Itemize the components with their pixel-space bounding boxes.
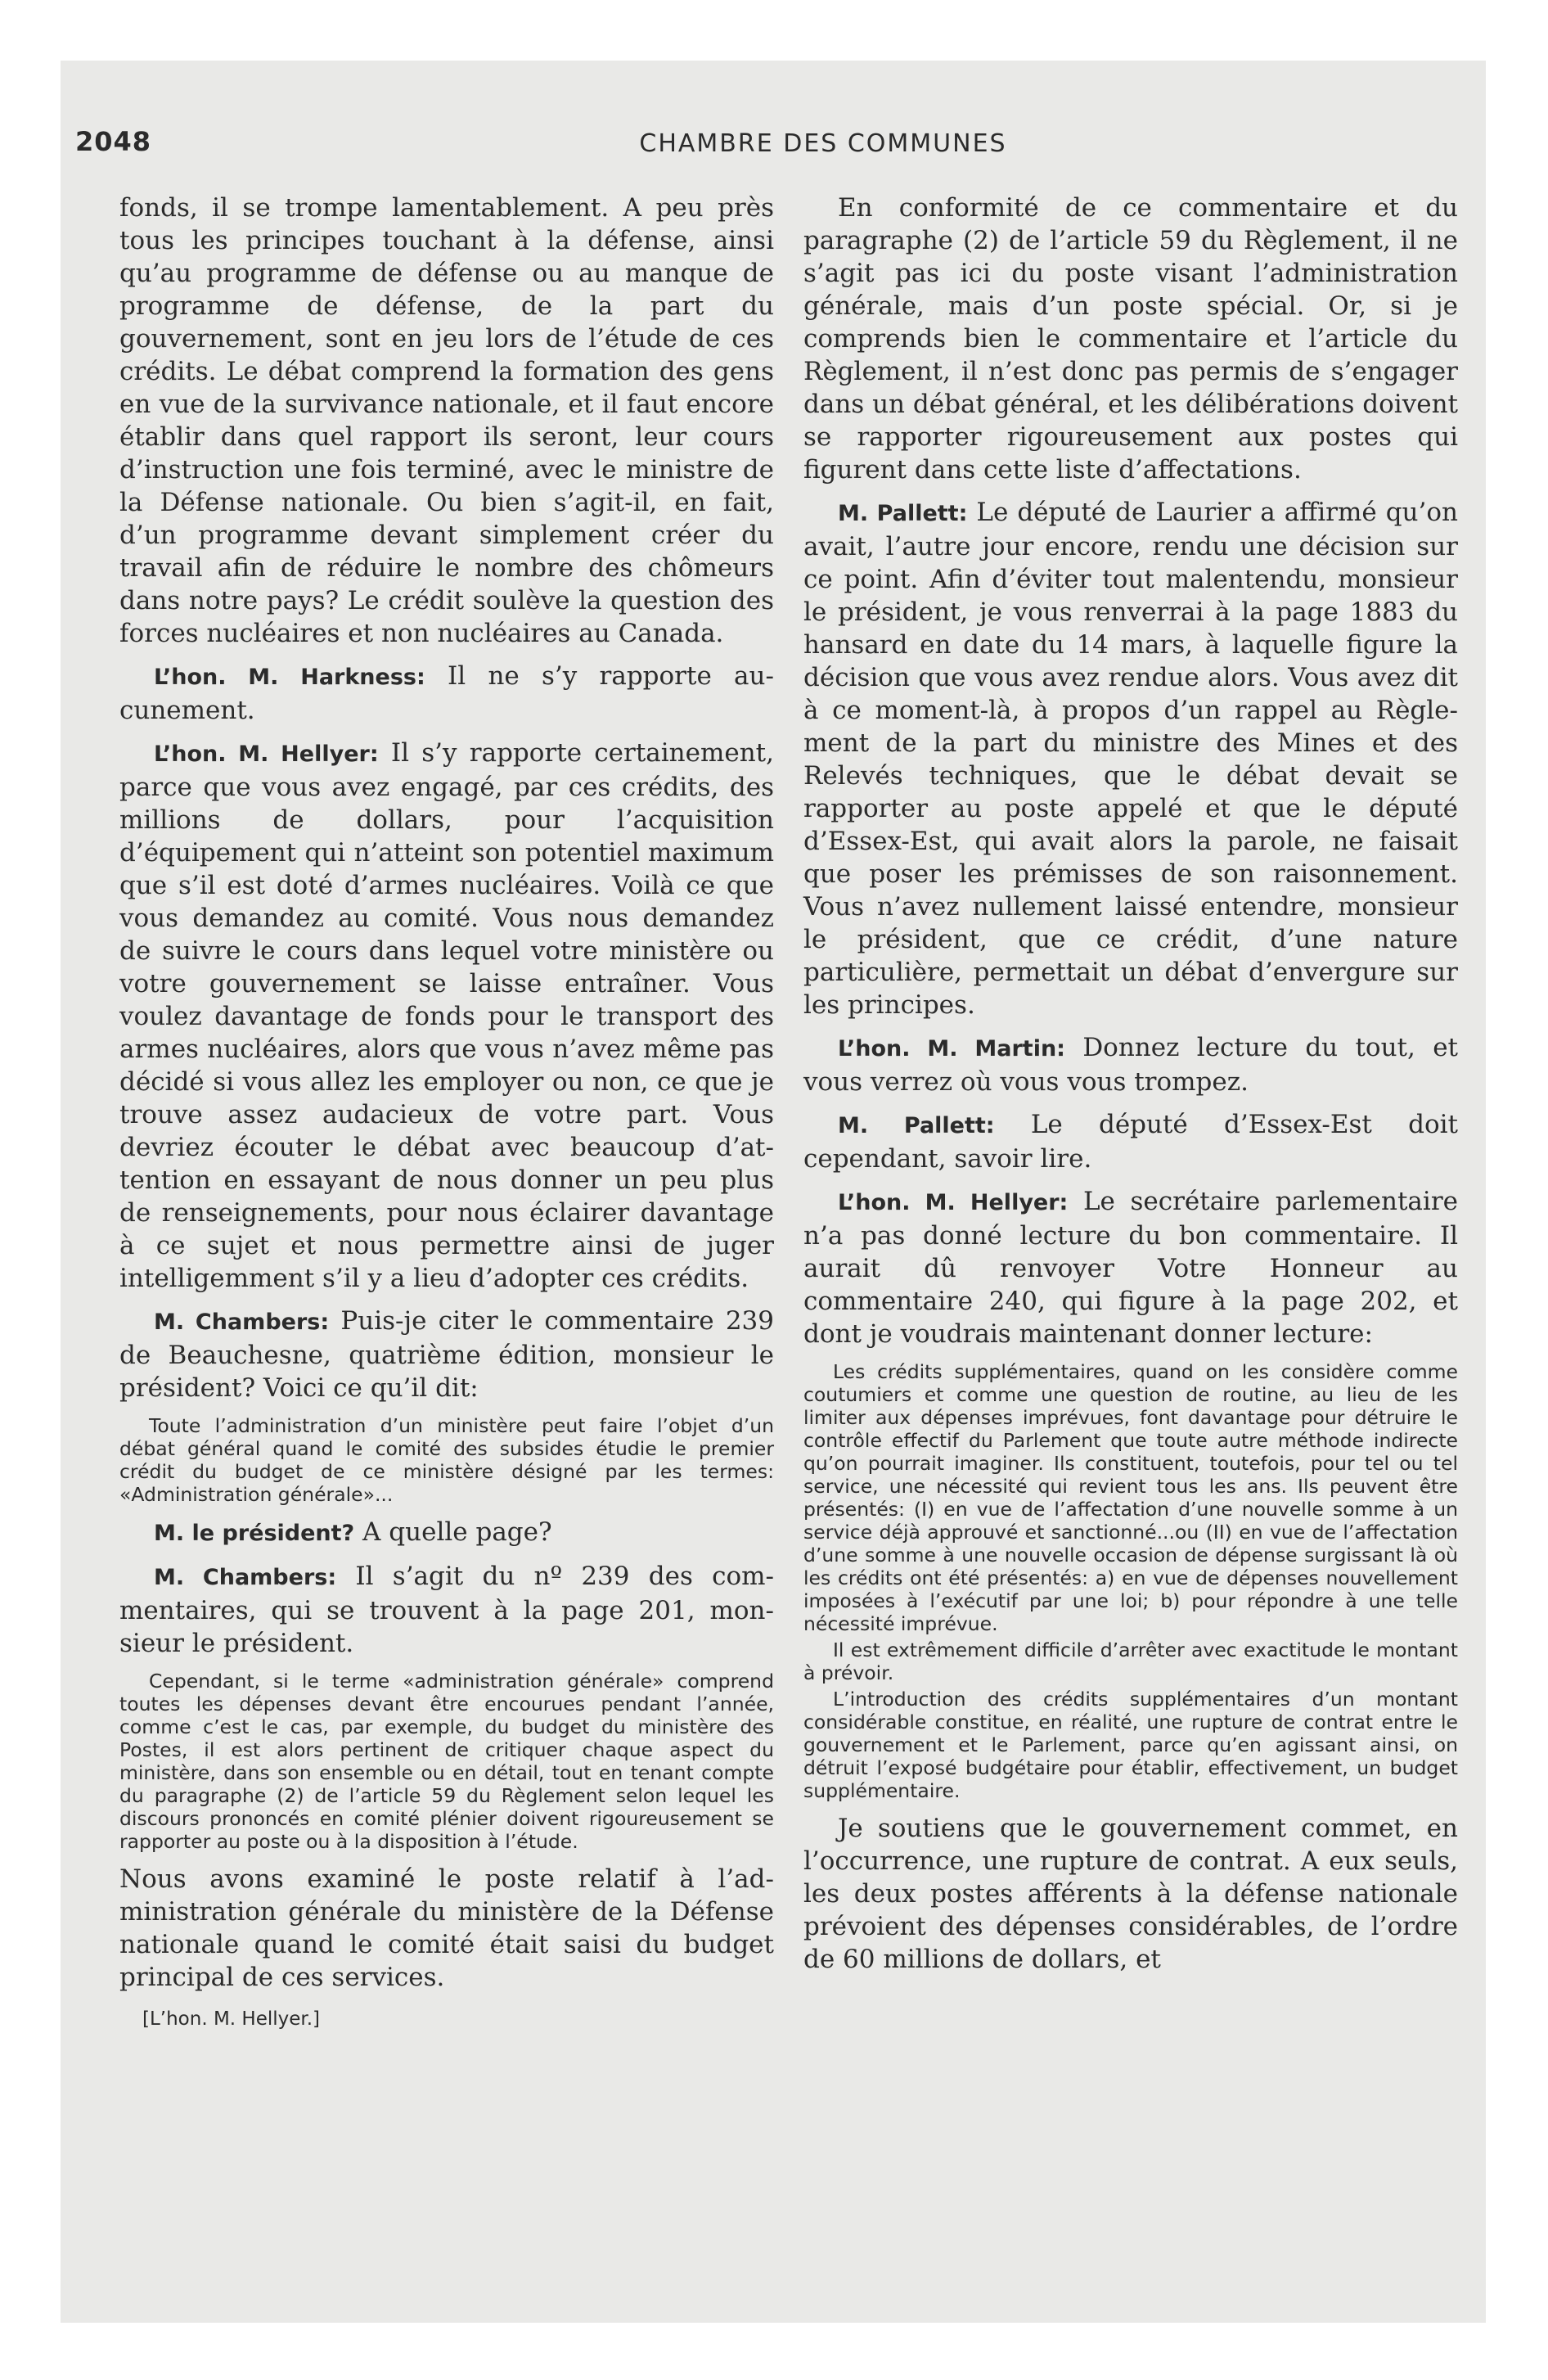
speaker-name: L’hon. M. Hellyer: (838, 1190, 1069, 1215)
speech-hellyer-2 (803, 1185, 1458, 1350)
speaker-footer-tag: [L’hon. M. Hellyer.] (142, 2008, 321, 2030)
right-column (803, 192, 1458, 1986)
speech-chairman (119, 1516, 774, 1550)
block-quote: Il est extrêmement difficile d’arrêter avec exactitude le montant à prévoir. (803, 1639, 1458, 1684)
paragraph: Nous avons examiné le poste relatif à l’administration générale du ministère de la Défense nationale quand le comité était saisi du budget principal de ces services. (119, 1864, 774, 1992)
speaker-name: L’hon. M. Hellyer: (154, 741, 379, 767)
speaker-name: M. le président? (154, 1521, 355, 1546)
speaker-name: M. Pallett: (838, 1113, 995, 1138)
block-quote: Cependant, si le terme «administration générale» comprend toutes les dépenses devant être encourues pendant l’année, comme c’est le cas, par exemple, du budget du ministère des Postes, il est alors pertinent de critiquer chaque aspect du ministère, dans son ensemble ou en détail, tout en tenant compte du paragraphe (2) de l’article 59 du Règlement selon lequel les discours prononcés en comité plénier doivent rigoureusement se rapporter au poste ou à la disposition à l’étude. (119, 1670, 774, 1853)
speech-text: Le secrétaire parlementaire n’a pas donné lecture du bon commentaire. Il aurait dû renvoyer Votre Honneur au commentaire 240, qui figure à la page 202, et dont je voudrais maintenant donner lecture: (803, 1187, 1458, 1349)
speech-text: Le député d’Essex-Est doit cependant, savoir lire. (803, 1110, 1458, 1174)
paragraph: Je soutiens que le gouvernement commet, en l’occurrence, une rupture de contrat. A eux seuls, les deux postes afférents à la défense nationale prévoient des dépenses considérables, de l’ordre de 60 millions de dollars, et (803, 1814, 1458, 1974)
speech-text: Puis-je citer le commentaire 239 de Beauchesne, quatrième édition, monsieur le président? Voici ce qu’il dit: (119, 1306, 774, 1403)
speech-martin (803, 1031, 1458, 1098)
speech-pallett (803, 496, 1458, 1021)
paragraph: fonds, il se trompe lamentablement. A peu près tous les principes touchant à la défense, ainsi qu’au programme de défense ou au manque de programme de défense, de la part du gouvernement, sont en jeu lors de l’étude de ces crédits. Le débat comprend la formation des gens en vue de la survivance nationale, et il faut encore établir dans quel rapport ils seront, leur cours d’instruction une fois terminé, avec le ministre de la Défense nationale. Ou bien s’agit-il, en fait, d’un programme devant simplement créer du travail afin de réduire le nombre des chômeurs dans notre pays? Le crédit soulève la question des forces nucléaires et non nucléaires au Canada. (119, 193, 774, 648)
speaker-name: M. Pallett: (838, 501, 968, 526)
block-quote: L’introduction des crédits supplémentaires d’un montant considérable constitue, en réalité, une rupture de contrat entre le gouvernement et le Parlement, parce qu’en agissant ainsi, on détruit l’exposé budgétaire pour établir, effectivement, un budget supplémentaire. (803, 1688, 1458, 1802)
block-quote: Les crédits supplémentaires, quand on les considère comme coutumiers et comme une question de routine, au lieu de les limiter aux dépenses imprévues, font davantage pour détruire le contrôle effectif du Parlement que toute autre méthode indirecte qu’on pourrait imaginer. Ils constituent, toutefois, pour tel ou tel service, une nécessité qui revient tous les ans. Ils peuvent être présentés: (I) en vue de l’affectation d’une nouvelle somme à un service déjà approuvé et sanctionné...ou (II) en vue de l’affectation d’une somme à une nouvelle occasion de dépense surgissant là où les crédits ont été présentés: a) en vue de dépenses nouvellement imposées à l’exécutif par une loi; b) pour répondre à une telle nécessité imprévue. (803, 1360, 1458, 1635)
page-number: 2048 (75, 126, 152, 157)
speech-text: Il s’y rapporte certainement, parce que vous avez engagé, par ces crédits, des millions de dollars, pour l’acquisition d’équipement qui n’atteint son potentiel maximum que s’il est doté d’armes nucléaires. Voilà ce que vous demandez au comité. Vous nous demandez de suivre le cours dans lequel votre ministère ou votre gouvernement se laisse entraîner. Vous voulez davantage de fonds pour le transport des armes nucléaires, alors que vous n’avez même pas décidé si vous allez les employer ou non, ce que je trouve assez audacieux de votre part. Vous devriez écouter le débat avec beaucoup d’attention en essayant de nous donner un peu plus de renseignements, pour nous éclairer davantage à ce sujet et nous permettre ainsi de juger intelligemment s’il y a lieu d’adopter ces crédits. (119, 738, 774, 1293)
page-header (75, 126, 1473, 167)
speech-text: Le député de Laurier a affirmé qu’on avait, l’autre jour encore, rendu une décision sur ce point. Afin d’éviter tout malentendu, monsieur le président, je vous renverrai à la page 1883 du hansard en date du 14 mars, à laquelle figure la décision que vous avez rendue alors. Vous avez dit à ce moment-là, à propos d’un rappel au Règlement de la part du ministre des Mines et des Relevés techniques, que le débat devait se rapporter au poste appelé et que le député d’Essex-Est, qui avait alors la parole, ne faisait que poser les prémisses de son raisonnement. Vous n’avez nullement laissé entendre, monsieur le président, que ce crédit, d’une nature particulière, permettait un débat d’envergure sur les principes. (803, 498, 1458, 1020)
speech-chambers-2 (119, 1560, 774, 1660)
paragraph: En conformité de ce commentaire et du paragraphe (2) de l’article 59 du Règlement, il ne s’agit pas ici du poste visant l’administration générale, mais d’un poste spécial. Or, si je comprends bien le commentaire et l’article du Règlement, il n’est donc pas permis de s’engager dans un débat général, et les délibérations doivent se rapporter rigoureusement aux postes qui figurent dans cette liste d’affectations. (803, 193, 1458, 485)
running-title: CHAMBRE DES COMMUNES (639, 129, 1007, 158)
speech-chambers (119, 1305, 774, 1404)
left-column (119, 192, 774, 2030)
speaker-name: L’hon. M. Martin: (838, 1036, 1065, 1062)
speech-pallett-2 (803, 1108, 1458, 1175)
speech-hellyer (119, 737, 774, 1295)
block-quote: Toute l’administration d’un ministère peut faire l’objet d’un débat général quand le comité des subsides étudie le premier crédit du budget de ce ministère désigné par les termes: «Administration générale»... (119, 1414, 774, 1506)
speech-text: Donnez lecture du tout, et vous verrez où vous vous trompez. (803, 1033, 1459, 1097)
speaker-name: L’hon. M. Harkness: (154, 665, 425, 690)
speaker-name: M. Chambers: (154, 1565, 337, 1590)
speaker-name: M. Chambers: (154, 1309, 330, 1335)
speech-text: Il ne s’y rapporte aucunement. (119, 661, 774, 725)
speech-text: Il s’agit du nº 239 des commentaires, qui se trouvent à la page 201, monsieur le président. (119, 1562, 774, 1658)
speech-text: A quelle page? (354, 1517, 552, 1547)
speech-harkness (119, 660, 774, 727)
